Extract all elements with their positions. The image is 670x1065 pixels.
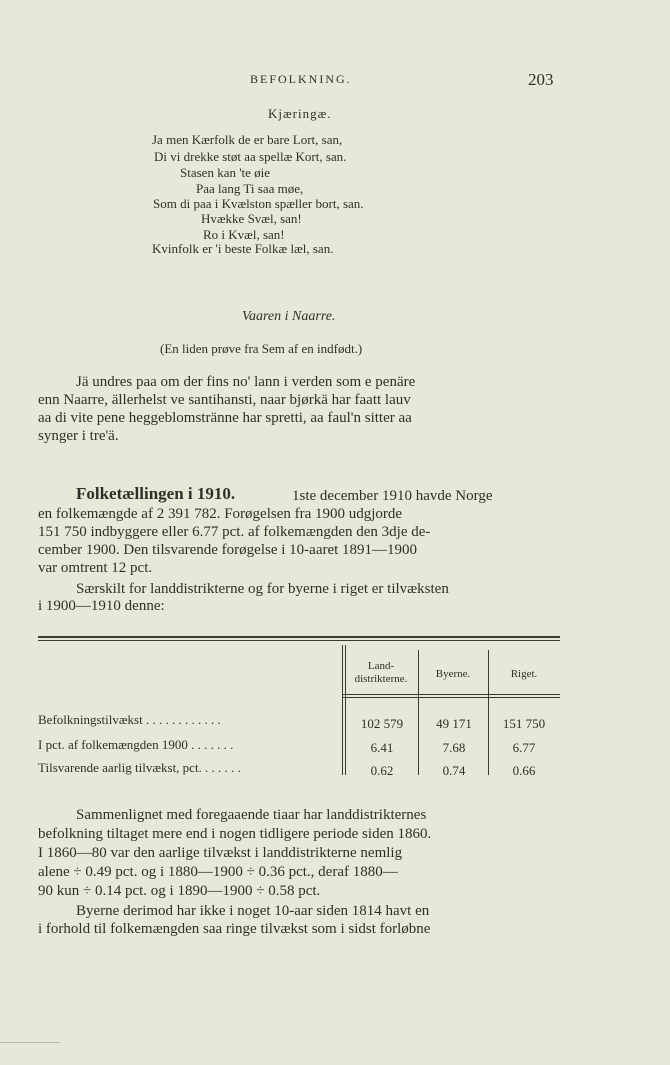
census-line: 1ste december 1910 havde Norge <box>292 488 493 504</box>
page-number: 203 <box>528 70 554 89</box>
section-subtitle: (En liden prøve fra Sem af en indfødt.) <box>160 341 363 356</box>
table-cell: 6.41 <box>370 740 394 755</box>
section-text-line: enn Naarre, ällerhelst ve santihansti, naar bjørkä har faatt lauv <box>38 392 411 408</box>
row-label: Tilsvarende aarlig tilvækst, pct. . . . . . . <box>38 760 241 775</box>
poem-line: Paa lang Ti saa møe, <box>196 181 304 196</box>
table-cell: 0.74 <box>442 763 466 778</box>
table-cell: 102 579 <box>360 716 404 731</box>
table-cell: 7.68 <box>442 740 466 755</box>
row-label: I pct. af folkemængden 1900 . . . . . . . <box>38 737 234 752</box>
closing-line: i forhold til folkemængden saa ringe tilvækst som i sidst forløbne <box>38 921 431 937</box>
running-header: BEFOLKNING. <box>250 72 352 86</box>
column-header-landdistrikterne: Land- distrikterne. <box>354 660 408 685</box>
column-header-riget: Riget. <box>510 668 538 680</box>
census-line: var omtrent 12 pct. <box>38 560 153 576</box>
closing-line: befolkning tiltaget mere end i nogen tidligere periode siden 1860. <box>38 826 432 842</box>
poem-title: Kjæringæ. <box>268 106 332 121</box>
section-title: Vaaren i Naarre. <box>242 309 336 324</box>
table-cell: 151 750 <box>502 716 546 731</box>
census-line: Særskilt for landdistrikterne og for byerne i riget er tilvæksten <box>76 581 449 597</box>
closing-line: 90 kun ÷ 0.14 pct. og i 1890—1900 ÷ 0.58 pct. <box>38 883 321 899</box>
row-label: Befolkningstilvækst . . . . . . . . . . . . <box>38 712 221 727</box>
page-edge-mark <box>0 1042 60 1043</box>
poem-line: Som di paa i Kvælston spæller bort, san. <box>153 196 364 211</box>
closing-line: I 1860—80 var den aarlige tilvækst i landdistrikterne nemlig <box>38 845 403 861</box>
closing-line: Byerne derimod har ikke i noget 10-aar siden 1814 havt en <box>76 903 430 919</box>
table-header-rule <box>343 694 560 695</box>
section-text-line: synger i tre'ä. <box>38 428 119 444</box>
table-cell: 6.77 <box>512 740 536 755</box>
census-heading: Folketællingen i 1910. <box>76 484 236 503</box>
table-top-rule <box>38 636 560 638</box>
closing-line: alene ÷ 0.49 pct. og i 1880—1900 ÷ 0.36 pct., deraf 1880— <box>38 864 398 880</box>
census-line: i 1900—1910 denne: <box>38 598 165 614</box>
poem-line: Stasen kan 'te øie <box>180 165 271 180</box>
census-line: en folkemængde af 2 391 782. Forøgelsen fra 1900 udgjorde <box>38 506 403 522</box>
section-text-line: aa di vite pene heggeblomstränne har spretti, aa faul'n sitter aa <box>38 410 412 426</box>
closing-line: Sammenlignet med foregaaende tiaar har landdistrikternes <box>76 807 427 823</box>
poem-line: Hvække Svæl, san! <box>201 211 302 226</box>
table-cell: 0.66 <box>512 763 536 778</box>
poem-line: Di vi drekke støt aa spellæ Kort, san. <box>154 149 347 164</box>
poem-line: Ro i Kvæl, san! <box>203 227 285 242</box>
census-line: 151 750 indbyggere eller 6.77 pct. af folkemængden den 3dje de- <box>38 524 431 540</box>
census-line: cember 1900. Den tilsvarende forøgelse i 10-aaret 1891—1900 <box>38 542 418 558</box>
section-text-line: Jä undres paa om der fins no' lann i verden som e penäre <box>76 374 416 390</box>
poem-line: Ja men Kærfolk de er bare Lort, san, <box>152 132 343 147</box>
table-top-rule-thin <box>38 640 560 641</box>
poem-line: Kvinfolk er 'i beste Folkæ læl, san. <box>152 241 334 256</box>
table-cell: 0.62 <box>370 763 394 778</box>
table-column-rule <box>342 645 343 775</box>
column-header-byerne: Byerne. <box>435 668 471 680</box>
table-header-rule-thin <box>343 697 560 698</box>
table-cell: 49 171 <box>436 716 472 731</box>
